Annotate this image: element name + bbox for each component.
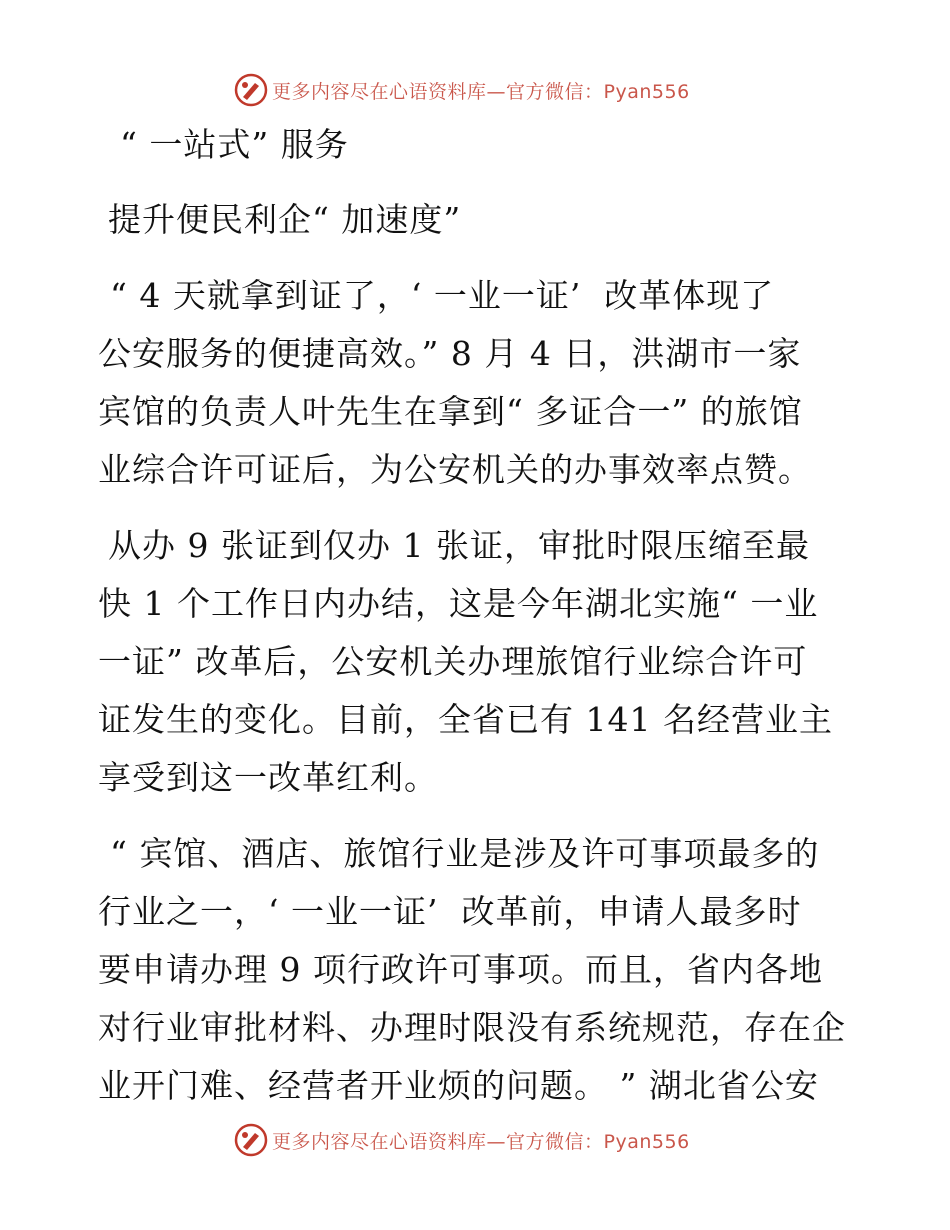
paragraph-line: 宾馆的负责人叶先生在拿到“ 多证合一” 的旅馆 xyxy=(98,392,803,431)
paragraph-line: 业综合许可证后，为公安机关的办事效率点赞。 xyxy=(98,450,812,489)
paragraph-line: 行业之一，‘ 一业一证’ 改革前，申请人最多时 xyxy=(98,892,802,931)
paragraph-line: 快 1 个工作日内办结，这是今年湖北实施“ 一业 xyxy=(98,584,819,623)
paragraph-line: 对行业审批材料、办理时限没有系统规范，存在企 xyxy=(98,1008,846,1047)
paragraph-line: 从办 9 张证到仅办 1 张证，审批时限压缩至最 xyxy=(108,526,810,565)
pen-logo-icon xyxy=(234,1123,268,1157)
paragraph-line: 业开门难、经营者开业烦的问题。 ” 湖北省公安 xyxy=(98,1066,819,1105)
paragraph-line: 证发生的变化。目前，全省已有 141 名经营业主 xyxy=(98,700,833,739)
watermark-header xyxy=(0,70,950,110)
paragraph-line: 公安服务的便捷高效。” 8 月 4 日，洪湖市一家 xyxy=(98,334,802,373)
paragraph-line: “ 4 天就拿到证了，‘ 一业一证’ 改革体现了 xyxy=(110,276,775,315)
paragraph-line: “ 宾馆、酒店、旅馆行业是涉及许可事项最多的 xyxy=(110,834,820,873)
watermark-footer xyxy=(0,1120,950,1160)
paragraph-line: 享受到这一改革红利。 xyxy=(98,758,438,797)
watermark-text: 更多内容尽在心语资料库—官方微信：Pyan556 xyxy=(272,1130,690,1153)
paragraph-line: 要申请办理 9 项行政许可事项。而且，省内各地 xyxy=(98,950,823,989)
paragraph-line: 一证” 改革后，公安机关办理旅馆行业综合许可 xyxy=(98,642,808,681)
document-title: “ 一站式” 服务 xyxy=(120,125,349,164)
pen-logo-icon xyxy=(234,73,268,107)
document-subtitle: 提升便民利企“ 加速度” xyxy=(108,200,462,239)
watermark-text: 更多内容尽在心语资料库—官方微信：Pyan556 xyxy=(272,80,690,103)
